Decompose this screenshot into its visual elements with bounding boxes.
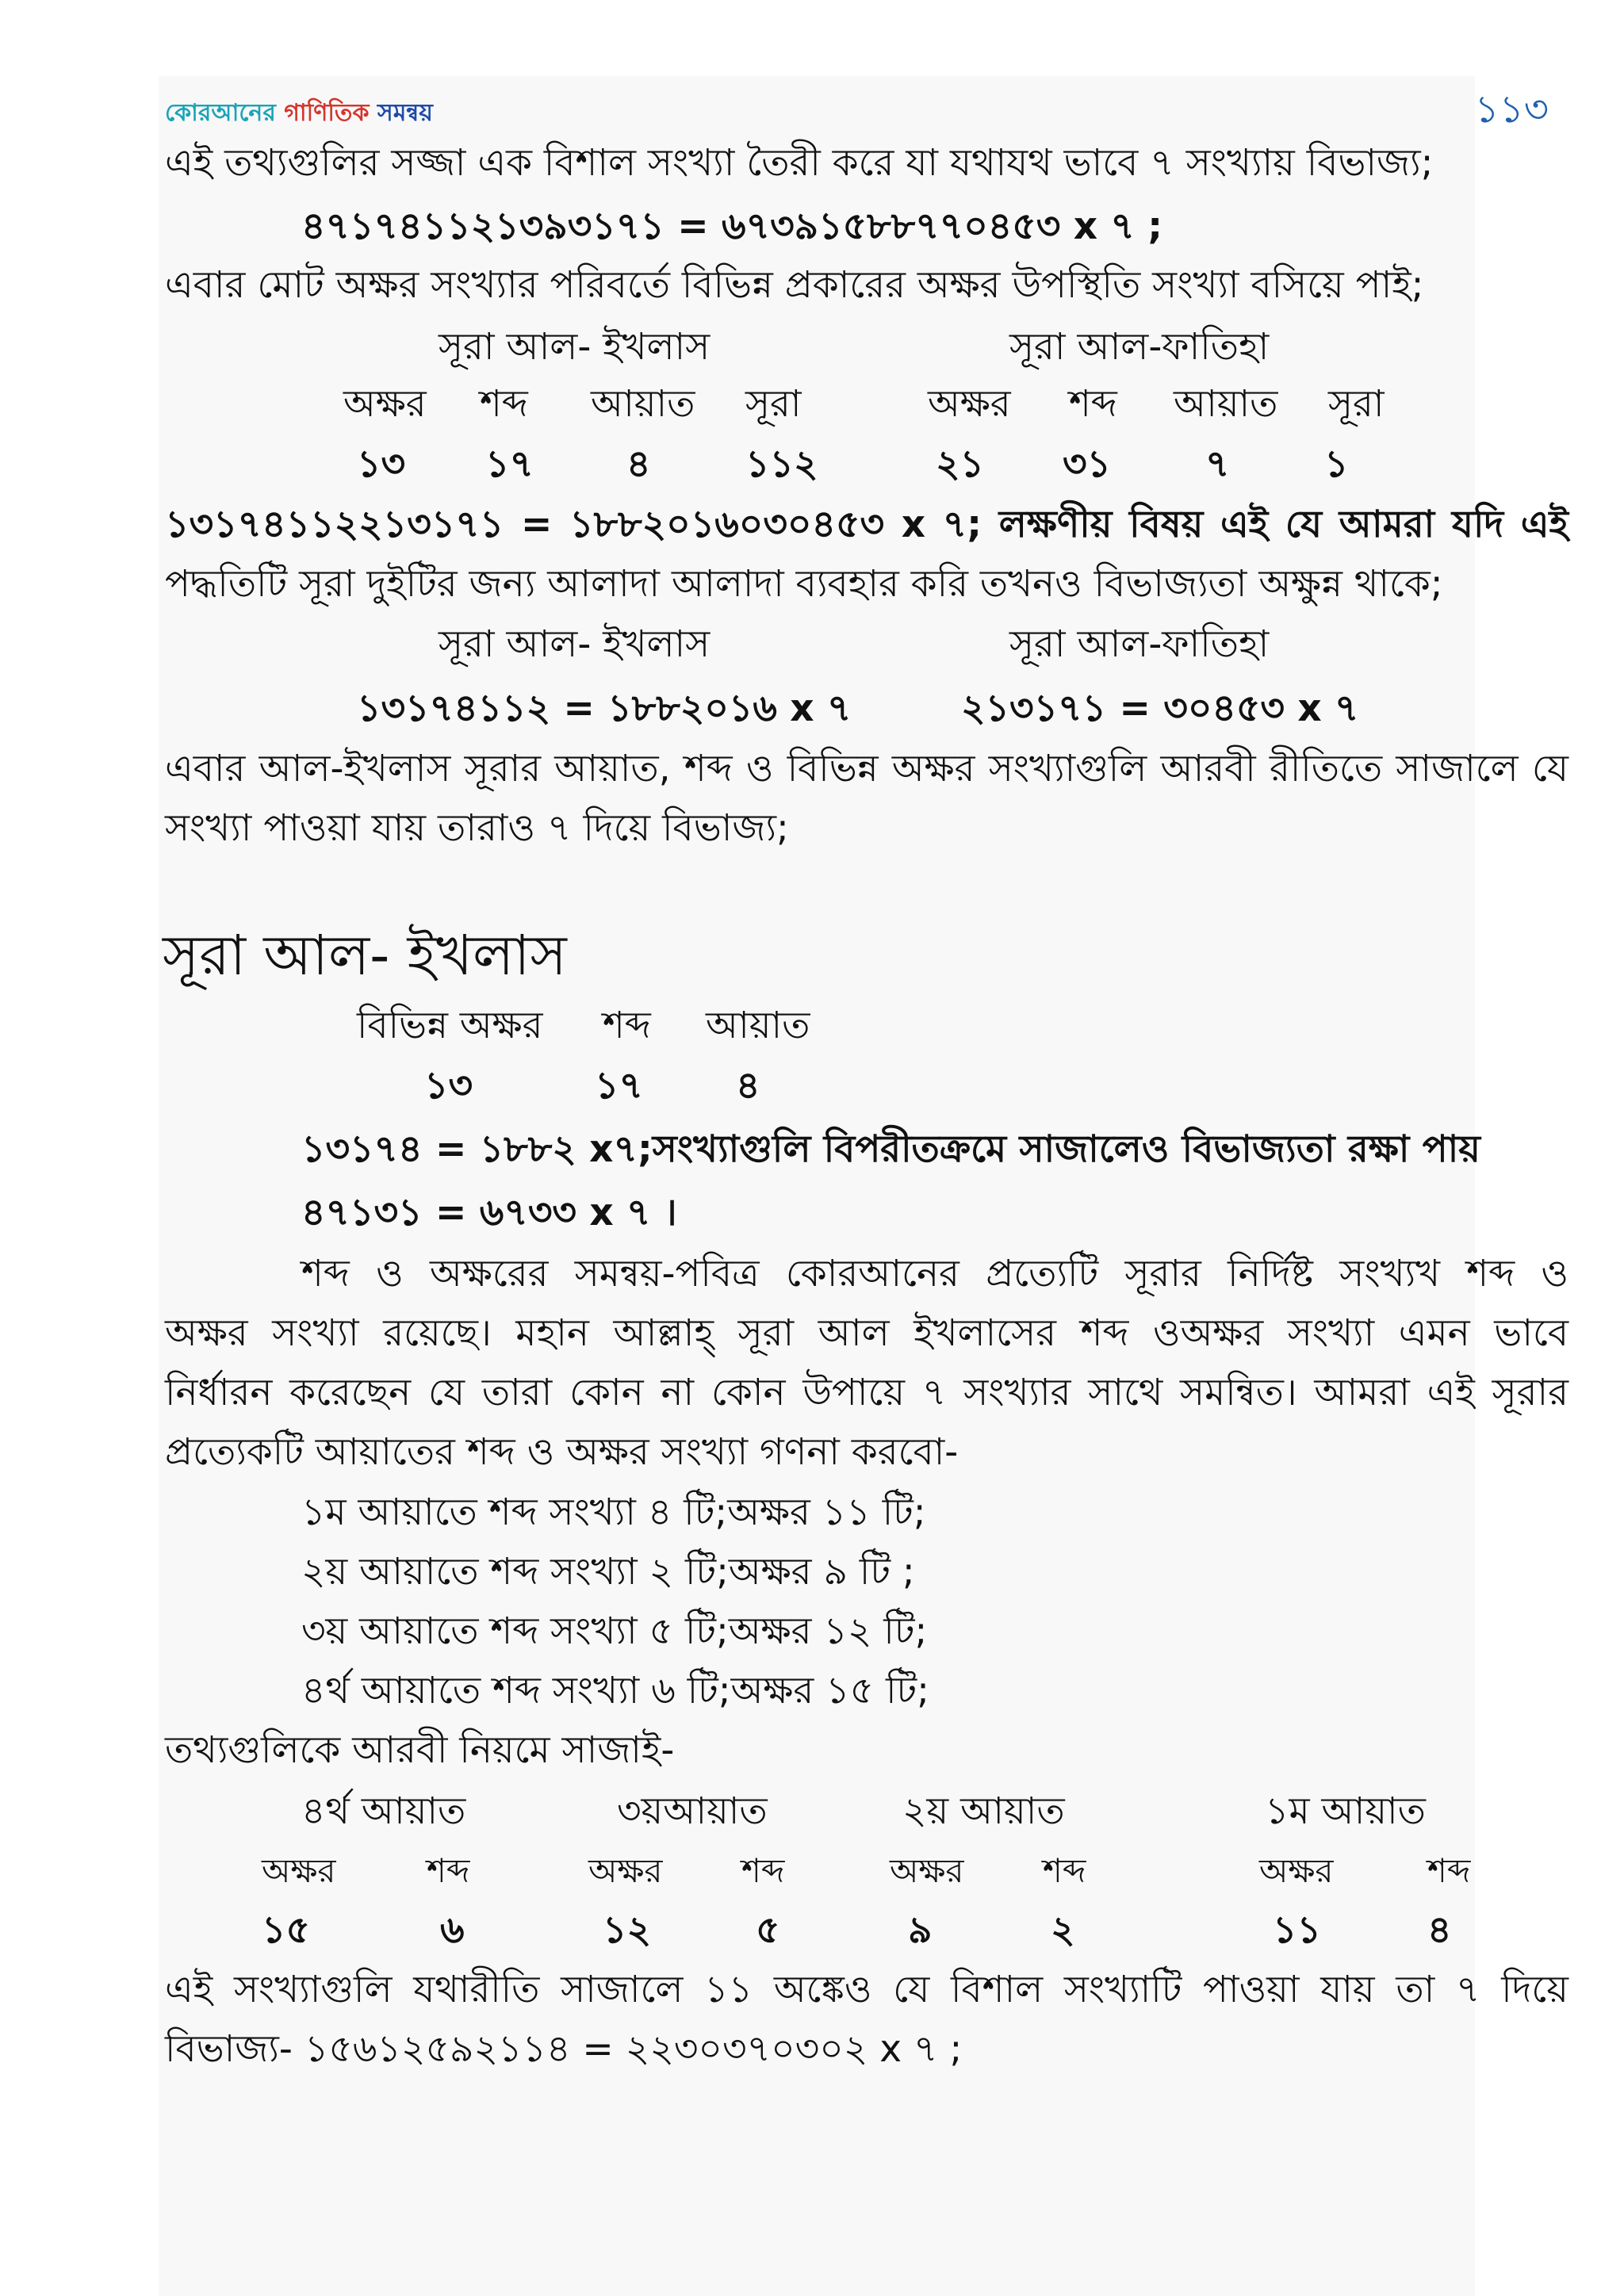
page-number: ১১৩ bbox=[1474, 87, 1549, 132]
table-header-cell: সূরা bbox=[745, 382, 802, 426]
table-value-cell: ১৭ bbox=[595, 1064, 644, 1108]
table-value-cell: ১৩ bbox=[357, 442, 406, 486]
table-header-cell: অক্ষর bbox=[890, 1851, 964, 1890]
equation-line: ৪৭১৩১ = ৬৭৩৩ x ৭ । bbox=[301, 1191, 677, 1234]
table-header-cell: শব্দ bbox=[1043, 1851, 1086, 1890]
table-header-cell: আয়াত bbox=[706, 1004, 810, 1047]
table-header-cell: অক্ষর bbox=[588, 1851, 663, 1890]
table-header-cell: আয়াত bbox=[591, 382, 695, 426]
table-ayat-label: ২য় আয়াত bbox=[902, 1789, 1065, 1833]
paragraph-line: সংখ্যা পাওয়া যায় তারাও ৭ দিয়ে বিভাজ্য; bbox=[165, 806, 789, 850]
table-value-cell: ১৩ bbox=[424, 1064, 473, 1108]
paragraph-line: এই তথ্যগুলির সজ্জা এক বিশাল সংখ্যা তৈরী করে যা যথাযথ ভাবে ৭ সংখ্যায় বিভাজ্য; bbox=[165, 141, 1434, 185]
table-header-cell: বিভিন্ন অক্ষর bbox=[357, 1004, 543, 1047]
table-sura-label-right: সূরা আল-ফাতিহা bbox=[1009, 622, 1270, 666]
table-header-cell: অক্ষর bbox=[928, 382, 1011, 426]
equation-line: ২১৩১৭১ = ৩০৪৫৩ x ৭ bbox=[961, 687, 1359, 730]
paragraph-line: এবার মোট অক্ষর সংখ্যার পরিবর্তে বিভিন্ন প্রকারের অক্ষর উপস্থিতি সংখ্যা বসিয়ে পাই; bbox=[165, 263, 1424, 307]
table-value-cell: ৪ bbox=[736, 1064, 760, 1108]
paragraph-line: নির্ধারন করেছেন যে তারা কোন না কোন উপায়ে ৭ সংখ্যার সাথে সমন্বিত। আমরা এই সূরার bbox=[165, 1371, 1568, 1414]
paragraph-line: এই সংখ্যাগুলি যথারীতি সাজালে ১১ অঙ্কেও যে বিশাল সংখ্যাটি পাওয়া যায় তা ৭ দিয়ে bbox=[165, 1968, 1568, 2011]
table-header-cell: অক্ষর bbox=[343, 382, 427, 426]
table-header-cell: শব্দ bbox=[480, 382, 528, 426]
table-header-cell: শব্দ bbox=[1427, 1851, 1471, 1890]
list-item: ৩য় আয়াতে শব্দ সংখ্যা ৫ টি;অক্ষর ১২ টি; bbox=[301, 1609, 928, 1653]
table-value-cell: ১২ bbox=[603, 1908, 652, 1952]
table-header-cell: শব্দ bbox=[1069, 382, 1117, 426]
table-header-cell: আয়াত bbox=[1174, 382, 1278, 426]
equation-line: ১৩১৭৪ = ১৮৮২ x৭;সংখ্যাগুলি বিপরীতক্রমে সাজালেও বিভাজ্যতা রক্ষা পায় bbox=[301, 1127, 1480, 1171]
table-value-cell: ২১ bbox=[936, 442, 985, 486]
table-value-cell: ৪ bbox=[626, 442, 651, 486]
paragraph-line: শব্দ ও অক্ষরের সমন্বয়-পবিত্র কোরআনের প্রত্যেটি সূরার নির্দিষ্ট সংখ্যখ শব্দ ও bbox=[301, 1252, 1568, 1295]
table-header-cell: শব্দ bbox=[603, 1004, 651, 1047]
table-value-cell: ১৭ bbox=[485, 442, 534, 486]
equation-line: ১৩১৭৪১১২ = ১৮৮২০১৬ x ৭ bbox=[357, 687, 852, 730]
table-sura-label-left: সূরা আল- ইখলাস bbox=[439, 622, 710, 666]
table-ayat-label: ৪র্থ আয়াত bbox=[301, 1789, 466, 1833]
table-header-cell: শব্দ bbox=[741, 1851, 785, 1890]
table-value-cell: ২ bbox=[1051, 1908, 1075, 1952]
table-value-cell: ১৫ bbox=[262, 1908, 310, 1952]
table-value-cell: ১১২ bbox=[745, 442, 818, 486]
table-header-cell: অক্ষর bbox=[262, 1851, 336, 1890]
running-header-title bbox=[165, 94, 433, 134]
header-title-part3: সমন্বয় bbox=[377, 99, 433, 127]
table-header-cell: সূরা bbox=[1328, 382, 1385, 426]
section-heading: সূরা আল- ইখলাস bbox=[163, 923, 567, 988]
table-value-cell: ৬ bbox=[440, 1908, 465, 1952]
table-ayat-label: ৩য়আয়াত bbox=[617, 1789, 768, 1833]
table-sura-label-right: সূরা আল-ফাতিহা bbox=[1009, 325, 1270, 369]
header-title-part2: গাণিতিক bbox=[284, 99, 377, 127]
paragraph-line bbox=[165, 501, 1568, 549]
list-item: ১ম আয়াতে শব্দ সংখ্যা ৪ টি;অক্ষর ১১ টি; bbox=[301, 1490, 926, 1534]
paragraph-line: পদ্ধতিটি সূরা দুইটির জন্য আলাদা আলাদা ব্যবহার করি তখনও বিভাজ্যতা অক্ষুন্ন থাকে; bbox=[165, 562, 1443, 606]
paragraph-line: এবার আল-ইখলাস সূরার আয়াত, শব্দ ও বিভিন্ন অক্ষর সংখ্যাগুলি আরবী রীতিতে সাজালে যে bbox=[165, 747, 1568, 790]
list-item: ৪র্থ আয়াতে শব্দ সংখ্যা ৬ টি;অক্ষর ১৫ টি; bbox=[301, 1669, 929, 1712]
table-value-cell: ১ bbox=[1324, 442, 1349, 486]
table-sura-label-left: সূরা আল- ইখলাস bbox=[439, 325, 710, 369]
table-value-cell: ৭ bbox=[1205, 442, 1230, 486]
table-value-cell: ৩১ bbox=[1063, 442, 1112, 486]
table-value-cell: ১১ bbox=[1273, 1908, 1321, 1952]
table-header-cell: অক্ষর bbox=[1259, 1851, 1334, 1890]
paragraph-line: তথ্যগুলিকে আরবী নিয়মে সাজাই- bbox=[165, 1728, 675, 1772]
list-item: ২য় আয়াতে শব্দ সংখ্যা ২ টি;অক্ষর ৯ টি ; bbox=[301, 1550, 915, 1594]
table-value-cell: ৪ bbox=[1427, 1908, 1452, 1952]
paragraph-line: বিভাজ্য- ১৫৬১২৫৯২১১৪ = ২২৩০৩৭০৩০২ x ৭ ; bbox=[165, 2027, 963, 2071]
paragraph-line: প্রত্যেকটি আয়াতের শব্দ ও অক্ষর সংখ্যা গণনা করবো- bbox=[165, 1430, 959, 1474]
equation-span: ১৩১৭৪১১২২১৩১৭১ = ১৮৮২০১৬০৩০৪৫৩ x ৭; লক্ষণীয় বিষয় এই যে আমরা যদি এই bbox=[165, 503, 1568, 546]
table-value-cell: ৫ bbox=[756, 1908, 780, 1952]
paragraph-line: অক্ষর সংখ্যা রয়েছে। মহান আল্লাহ্ সূরা আল ইখলাসের শব্দ ওঅক্ষর সংখ্যা এমন ভাবে bbox=[165, 1311, 1568, 1355]
table-ayat-label: ১ম আয়াত bbox=[1265, 1789, 1426, 1833]
header-title-part1: কোরআনের bbox=[165, 99, 285, 127]
table-value-cell: ৯ bbox=[908, 1908, 933, 1952]
equation-line: ৪৭১৭৪১১২১৩৯৩১৭১ = ৬৭৩৯১৫৮৮৭৭০৪৫৩ x ৭ ; bbox=[301, 205, 1163, 248]
table-header-cell: শব্দ bbox=[427, 1851, 470, 1890]
